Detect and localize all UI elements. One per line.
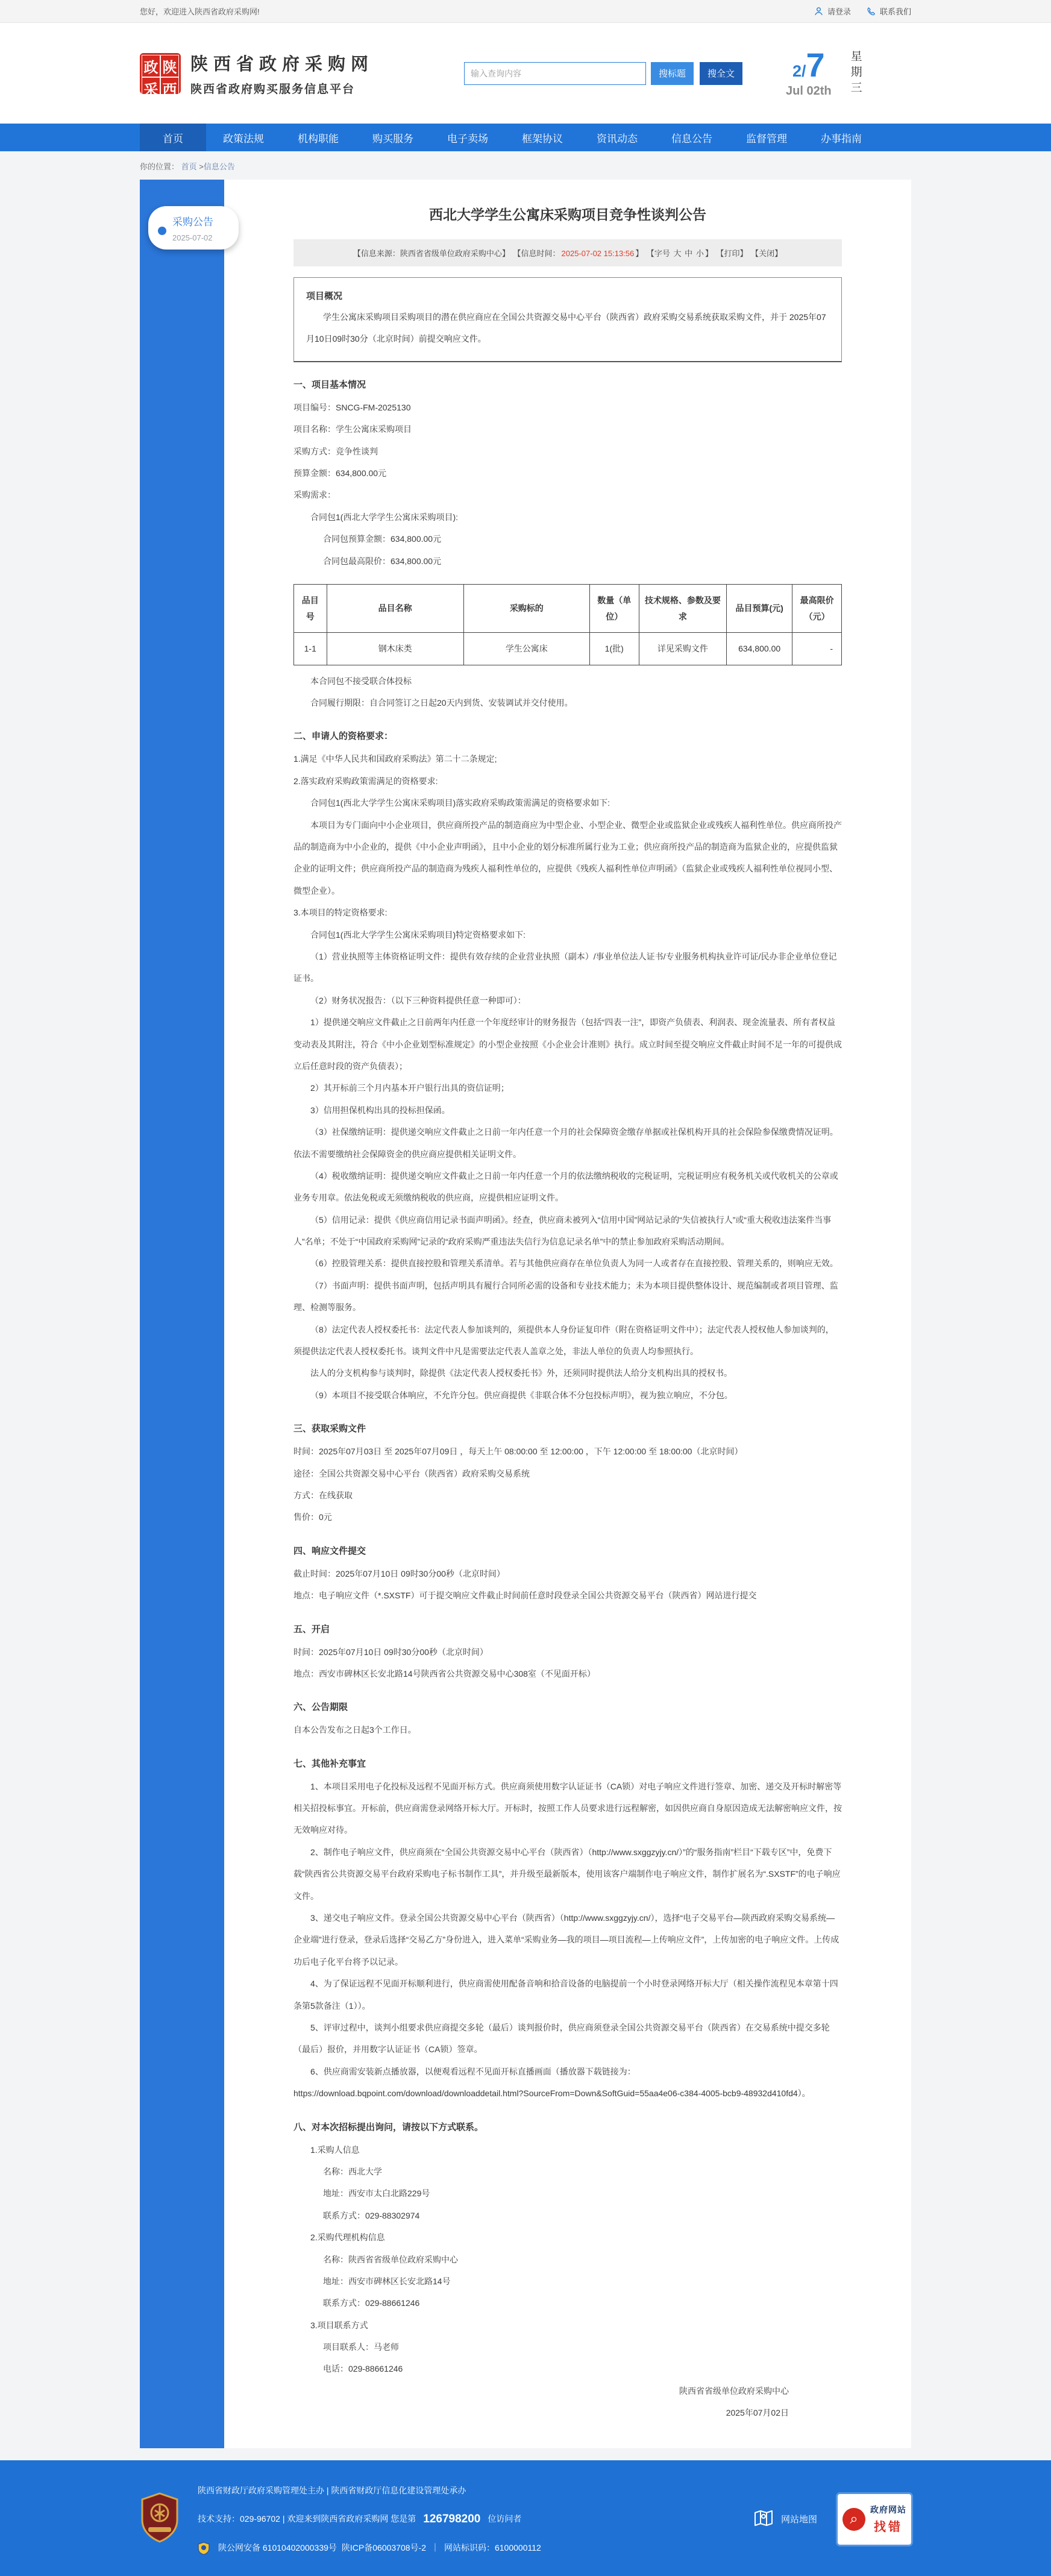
nav-item-purchase[interactable]: 购买服务 bbox=[372, 133, 413, 145]
article-paragraph: 项目名称：学生公寓床采购项目 bbox=[293, 424, 412, 435]
nav-item-news[interactable]: 资讯动态 bbox=[597, 133, 638, 145]
section-heading: 一、项目基本情况 bbox=[293, 379, 366, 390]
table-header-cell: 采购标的 bbox=[463, 584, 589, 632]
section-heading: 四、响应文件提交 bbox=[293, 1545, 366, 1556]
font-size-medium[interactable]: 中 bbox=[685, 249, 693, 258]
project-overview-box bbox=[293, 277, 842, 362]
article-paragraph: 合同包最高限价：634,800.00元 bbox=[323, 556, 442, 566]
article-paragraph: 3.项目联系方式 bbox=[310, 2320, 368, 2330]
article-body bbox=[293, 373, 842, 2424]
table-cell: 1-1 bbox=[294, 633, 327, 665]
article-paragraph: 采购需求： bbox=[293, 490, 336, 500]
breadcrumb: 你的位置： 首页 >信息公告 bbox=[140, 162, 235, 171]
article-paragraph: 自本公告发布之日起3个工作日。 bbox=[293, 1725, 416, 1735]
gov-site-error-report-badge[interactable]: ⌕ 政府网站 找错 bbox=[838, 2494, 911, 2545]
article-paragraph: 采购方式：竞争性谈判 bbox=[293, 446, 378, 456]
breadcrumb-current[interactable]: 信息公告 bbox=[203, 162, 235, 171]
article-paragraph: 时间：2025年07月10日 09时30分00秒（北京时间） bbox=[293, 1647, 488, 1657]
table-cell: - bbox=[792, 633, 842, 665]
welcome-text: 您好，欢迎进入陕西省政府采购网! bbox=[140, 7, 260, 16]
user-icon bbox=[814, 6, 824, 16]
sitemap-link[interactable]: 网站地图 bbox=[753, 2508, 817, 2531]
article-paragraph: 合同包1(西北大学学生公寓床采购项目)落实政府采购政策需满足的资格要求如下: bbox=[310, 798, 610, 808]
search-area bbox=[464, 62, 742, 85]
login-link[interactable]: 请登录 bbox=[814, 5, 851, 17]
site-header bbox=[0, 23, 1051, 124]
article-paragraph: 5、评审过程中，谈判小组要求供应商提交多轮（最后）谈判报价时，供应商须登录全国公共资源交易平台（陕西省）在交易系统中提交多轮（最后）报价，并用数字认证证书（CA锁）签章。 bbox=[293, 2023, 830, 2055]
sidebar-tab-procurement-notice[interactable]: 采购公告 2025-07-02 bbox=[148, 206, 239, 250]
article-paragraph: 地址：西安市碑林区长安北路14号 bbox=[323, 2276, 451, 2286]
article-paragraph: 预算金额：634,800.00元 bbox=[293, 468, 387, 478]
article-paragraph: 项目编号：SNCG-FM-2025130 bbox=[293, 402, 411, 412]
font-size-small[interactable]: 小 bbox=[695, 249, 704, 258]
table-cell: 学生公寓床 bbox=[463, 633, 589, 665]
phone-icon bbox=[867, 7, 876, 16]
main-nav bbox=[140, 124, 911, 151]
table-cell: 1(批) bbox=[589, 633, 639, 665]
article-paragraph: 截止时间：2025年07月10日 09时30分00秒（北京时间） bbox=[293, 1568, 505, 1579]
search-fulltext-button[interactable]: 搜全文 bbox=[700, 62, 742, 85]
nav-item-policy[interactable]: 政策法规 bbox=[223, 133, 264, 145]
table-cell: 详见采购文件 bbox=[639, 633, 726, 665]
table-header-cell: 品目名称 bbox=[327, 584, 463, 632]
table-row bbox=[294, 633, 842, 665]
nav-item-supervise[interactable]: 监督管理 bbox=[746, 133, 787, 145]
article-paragraph: 名称：西北大学 bbox=[323, 2166, 382, 2176]
nav-item-notice[interactable]: 信息公告 bbox=[671, 133, 712, 145]
article-meta-bar: 【信息来源：陕西省省级单位政府采购中心】 【信息时间： 2025-07-02 15:13:56 】 【字号 大 中 小 】 【打印】 【关闭】 bbox=[293, 239, 842, 266]
article-paragraph: 合同履行期限：自合同签订之日起20天内到货、安装调试并交付使用。 bbox=[310, 698, 573, 708]
section-heading: 五、开启 bbox=[293, 1624, 330, 1635]
overview-text: 学生公寓床采购项目采购项目的潜在供应商应在全国公共资源交易中心平台（陕西省）政府采购交易系统获取采购文件，并于 2025年07月10日09时30分（北京时间）前提交响应文件。 bbox=[306, 312, 826, 344]
site-subtitle: 陕西省政府购买服务信息平台 bbox=[190, 83, 356, 96]
article-paragraph: 2、制作电子响应文件，供应商须在“全国公共资源交易中心平台（陕西省）（http://www.sxggzyjy.cn/）”的“服务指南”栏目“下载专区”中，免费下载“陕西省公共资源交易平台政府采购电子标书制作工具”，并升级至最新版本，使用该客户端制作电子响应文件，制作扩展名为“.SXSTF”的电子响应文件。 bbox=[293, 1847, 841, 1901]
signature-line: 2025年07月02日 bbox=[726, 2408, 789, 2418]
article-paragraph: 法人的分支机构参与谈判时，除提供《法定代表人授权委托书》外，还须同时提供法人给分支机构出具的授权书。 bbox=[310, 1368, 732, 1378]
breadcrumb-separator: > bbox=[199, 162, 204, 171]
article-paragraph: 本项目为专门面向中小企业项目，供应商所投产品的制造商应为中型企业、小型企业、微型企业或监狱企业或残疾人福利性单位。供应商所投产品的制造商为中小企业的，提供《中小企业声明函》，且中小企业的划分标准所属行业为工业；供应商所投产品的制造商为监狱企业的，应提供监狱企业的证明文件；供应商所投产品的制造商为残疾人福利性单位的，应提供《残疾人福利性单位声明函》（监狱企业或残疾人福利性单位视同小型、微型企业）。 bbox=[293, 820, 842, 896]
article-paragraph: 6、供应商需安装新点播放器，以便观看远程不见面开标直播画面（播放器下载链接为：https://download.bqpoint.com/download/downloaddetail.html?SourceFrom=Down&SoftGuid=55aa4e06-c384-4005-bcb9-48932d410fd4）。 bbox=[293, 2066, 811, 2099]
page-title: 西北大学学生公寓床采购项目竞争性谈判公告 bbox=[429, 207, 706, 222]
items-table bbox=[293, 584, 842, 665]
contact-link[interactable]: 联系我们 bbox=[867, 5, 911, 17]
article-paragraph: 地址：西安市太白北路229号 bbox=[323, 2188, 430, 2199]
table-header-cell: 数量（单位） bbox=[589, 584, 639, 632]
article-paragraph: 地点：电子响应文件（*.SXSTF）可于提交响应文件截止时间前任意时段登录全国公共资源交易平台（陕西省）网站进行提交 bbox=[293, 1591, 757, 1601]
footer-organizer-line: 陕西省财政厅政府采购管理处主办 | 陕西省财政厅信息化建设管理处承办 bbox=[198, 2485, 466, 2495]
footer: 陕西省财政厅政府采购管理处主办 | 陕西省财政厅信息化建设管理处承办 技术支持：029-96702 | 欢迎来到陕西省政府采购网 您是第 126798200 位访问者 陕公网安备 61010402000339号 陕ICP备06003708号-2 ｜ 网站标识码：6100000112 网站地图 ⌕ 政府网站 找错 bbox=[0, 2460, 1051, 2576]
article-paragraph: 本合同包不接受联合体投标 bbox=[310, 676, 412, 686]
magnifier-icon: ⌕ bbox=[842, 2508, 865, 2531]
article-paragraph: 项目联系人：马老师 bbox=[323, 2342, 399, 2352]
article-paragraph: （4）税收缴纳证明：提供递交响应文件截止之日前一年内任意一个月的依法缴纳税收的完税证明，完税证明应有税务机关或代收机关的公章或业务专用章。依法免税或无须缴纳税收的供应商，应提供相应证明文件。 bbox=[293, 1170, 838, 1203]
nav-item-guide[interactable]: 办事指南 bbox=[821, 133, 862, 145]
search-input[interactable] bbox=[464, 62, 646, 85]
article-paragraph: 2.采购代理机构信息 bbox=[310, 2232, 385, 2243]
article-paragraph: 联系方式：029-88661246 bbox=[323, 2298, 420, 2308]
article-paragraph: （2）财务状况报告：（以下三种资料提供任意一种即可）： bbox=[310, 995, 526, 1005]
overview-label: 项目概况 bbox=[306, 291, 343, 301]
topbar bbox=[0, 0, 1051, 23]
section-heading: 八、对本次招标提出询问，请按以下方式联系。 bbox=[293, 2122, 484, 2132]
table-header-cell: 技术规格、参数及要求 bbox=[639, 584, 726, 632]
article-paragraph: 方式：在线获取 bbox=[293, 1490, 353, 1500]
search-title-button[interactable]: 搜标题 bbox=[651, 62, 694, 85]
sidebar bbox=[140, 180, 224, 2448]
article-paragraph: 3）信用担保机构出具的投标担保函。 bbox=[310, 1105, 450, 1115]
date-month: 2/ bbox=[792, 62, 806, 80]
close-button[interactable]: 【关闭】 bbox=[751, 249, 783, 258]
gov-emblem-icon bbox=[140, 2492, 180, 2546]
article-paragraph: （7）书面声明：提供书面声明，包括声明具有履行合同所必需的设备和专业技术能力；未为本项目提供整体设计、规范编制或者项目管理、监理、检测等服务。 bbox=[293, 1280, 838, 1313]
article-paragraph: （1）营业执照等主体资格证明文件：提供有效存续的企业营业执照（副本）/事业单位法人证书/专业服务机构执业许可证/民办非企业单位登记证书。 bbox=[293, 951, 837, 984]
section-heading: 七、其他补充事宜 bbox=[293, 1758, 366, 1769]
article-paragraph: 1、本项目采用电子化投标及远程不见面开标方式。供应商须使用数字认证证书（CA锁）对电子响应文件进行签章、加密、递交及开标时解密等相关招投标事宜。开标前，供应商需登录网络开标大厅。开标时，按照工作人员要求进行远程解密，如因供应商自身原因造成无法解密响应文件，按无效响应对待。 bbox=[293, 1781, 842, 1835]
breadcrumb-home[interactable]: 首页 bbox=[181, 162, 197, 171]
nav-item-mall[interactable]: 电子卖场 bbox=[447, 133, 488, 145]
article-paragraph: 1.满足《中华人民共和国政府采购法》第二十二条规定; bbox=[293, 754, 497, 764]
article-paragraph: 合同包1(西北大学学生公寓床采购项目)特定资格要求如下: bbox=[310, 929, 526, 940]
visitor-count: 126798200 bbox=[423, 2513, 481, 2526]
article-paragraph: 合同包1(西北大学学生公寓床采购项目): bbox=[310, 512, 458, 522]
table-header-cell: 品目预算(元) bbox=[727, 584, 792, 632]
article-paragraph: 2）其开标前三个月内基本开户银行出具的资信证明； bbox=[310, 1083, 509, 1093]
main-nav-bar bbox=[0, 124, 1051, 151]
article-paragraph: （5）信用记录：提供《供应商信用记录书面声明函》。经查，供应商未被列入“信用中国”网站记录的“失信被执行人”或“重大税收违法案件当事人”名单；不处于“中国政府采购网”记录的“政府采购严重违法失信行为信息记录名单”中的禁止参加政府采购活动期间。 bbox=[293, 1214, 832, 1247]
date-day: 7 bbox=[806, 46, 825, 84]
section-heading: 三、获取采购文件 bbox=[293, 1424, 366, 1434]
article-paragraph: 途径：全国公共资源交易中心平台（陕西省）政府采购交易系统 bbox=[293, 1468, 530, 1478]
map-icon bbox=[753, 2508, 774, 2531]
logo-seal-icon: 政 陕 采 西 bbox=[140, 53, 181, 94]
weekday-text: 星期三 bbox=[849, 49, 862, 97]
bullet-dot-icon bbox=[158, 227, 166, 235]
info-source: 【信息来源：陕西省省级单位政府采购中心】 bbox=[353, 249, 510, 258]
font-size-large[interactable]: 大 bbox=[673, 249, 682, 258]
article-paragraph: （8）法定代表人授权委托书：法定代表人参加谈判的，须提供本人身份证复印件（附在资格证明文件中）；法定代表人授权他人参加谈判的，须提供法定代表人授权委托书。谈判文件中凡是需要法定代表人盖章之处，非法人单位的负责人均参照执行。 bbox=[293, 1324, 834, 1357]
article-panel bbox=[224, 180, 911, 2448]
table-header-cell: 最高限价（元） bbox=[792, 584, 842, 632]
article-paragraph: 时间：2025年07月03日 至 2025年07月09日 ，每天上午 08:00:00 至 12:00:00 ，下午 12:00:00 至 18:00:00（北京时间） bbox=[293, 1447, 743, 1457]
table-header-row bbox=[294, 584, 842, 632]
article-paragraph: 合同包预算金额：634,800.00元 bbox=[323, 534, 442, 544]
police-badge-icon bbox=[198, 2542, 210, 2555]
article-paragraph: 电话：029-88661246 bbox=[323, 2364, 403, 2374]
icp-number[interactable]: 陕ICP备06003708号-2 bbox=[341, 2543, 426, 2553]
footer-support-text: 技术支持：029-96702 | 欢迎来到陕西省政府采购网 您是第 bbox=[198, 2514, 416, 2524]
info-time: 2025-07-02 15:13:56 bbox=[561, 249, 635, 258]
article-paragraph: 1）提供递交响应文件截止之日前两年内任意一个年度经审计的财务报告（包括“四表一注”，即资产负债表、利润表、现金流量表、所有者权益变动表及其附注，符合《中小企业划型标准规定》的小型企业按照《小企业会计准则》执行。成立时间至提交响应文件截止时间不足一年的可提供成立后任意时段的资产负债表）； bbox=[293, 1017, 842, 1071]
section-heading: 二、申请人的资格要求： bbox=[293, 731, 394, 742]
date-widget bbox=[786, 48, 896, 98]
table-header-cell: 品目号 bbox=[294, 584, 327, 632]
article-paragraph: 2.落实政府采购政策需满足的资格要求: bbox=[293, 776, 438, 786]
article-paragraph: 联系方式：029-88302974 bbox=[323, 2210, 420, 2220]
site-title: 陕西省政府采购网 bbox=[190, 54, 374, 74]
article-paragraph: 3、递交电子响应文件。登录全国公共资源交易中心平台（陕西省）（http://www.sxggzyjy.cn/），选择“电子交易平台—陕西政府采购交易系统—企业端”进行登录，登录后选择“交易乙方”身份进入，进入菜单“采购业务—我的项目—项目流程—上传响应文件”，上传加密的电子响应文件。上传成功后电子化平台将予以记录。 bbox=[293, 1913, 839, 1967]
beian-number[interactable]: 陕公网安备 61010402000339号 bbox=[218, 2543, 337, 2553]
article-paragraph: 售价：0元 bbox=[293, 1512, 332, 1522]
print-button[interactable]: 【打印】 bbox=[716, 249, 748, 258]
sidebar-tab-date: 2025-07-02 bbox=[172, 233, 213, 242]
article-paragraph: （9）本项目不接受联合体响应，不允许分包。供应商提供《非联合体不分包投标声明》，视为独立响应，不分包。 bbox=[310, 1390, 733, 1400]
signature-line: 陕西省省级单位政府采购中心 bbox=[679, 2386, 789, 2396]
table-cell: 钢木床类 bbox=[327, 633, 463, 665]
article-paragraph: （6）控股管理关系：提供直接控股和管理关系清单。若与其他供应商存在单位负责人为同一人或者存在直接控股、管理关系的，则响应无效。 bbox=[310, 1258, 838, 1269]
site-code: 网站标识码：6100000112 bbox=[444, 2543, 541, 2553]
article-paragraph: 4、为了保证远程不见面开标顺利进行，供应商需使用配备音响和拾音设备的电脑提前一个小时登录网络开标大厅（相关操作流程见本章第十四条第5款备注（1））。 bbox=[293, 1979, 838, 2011]
nav-item-home[interactable]: 首页 bbox=[140, 124, 206, 151]
nav-item-framework[interactable]: 框架协议 bbox=[522, 133, 563, 145]
section-heading: 六、公告期限 bbox=[293, 1702, 348, 1713]
table-cell: 634,800.00 bbox=[727, 633, 792, 665]
article-paragraph: 地点：西安市碑林区长安北路14号陕西省公共资源交易中心308室（不见面开标） bbox=[293, 1668, 595, 1679]
article-paragraph: 3.本项目的特定资格要求: bbox=[293, 908, 387, 918]
article-paragraph: 名称：陕西省省级单位政府采购中心 bbox=[323, 2254, 458, 2264]
nav-item-org[interactable]: 机构职能 bbox=[298, 133, 339, 145]
article-paragraph: （3）社保缴纳证明：提供递交响应文件截止之日前一年内任意一个月的社会保障资金缴存单据或社保机构开具的社会保险参保缴费情况证明。依法不需要缴纳社会保障资金的供应商应提供相关证明文件。 bbox=[293, 1127, 838, 1159]
article-paragraph: 1.采购人信息 bbox=[310, 2144, 360, 2155]
site-logo[interactable] bbox=[140, 51, 374, 96]
date-english: Jul 02th bbox=[786, 84, 832, 98]
